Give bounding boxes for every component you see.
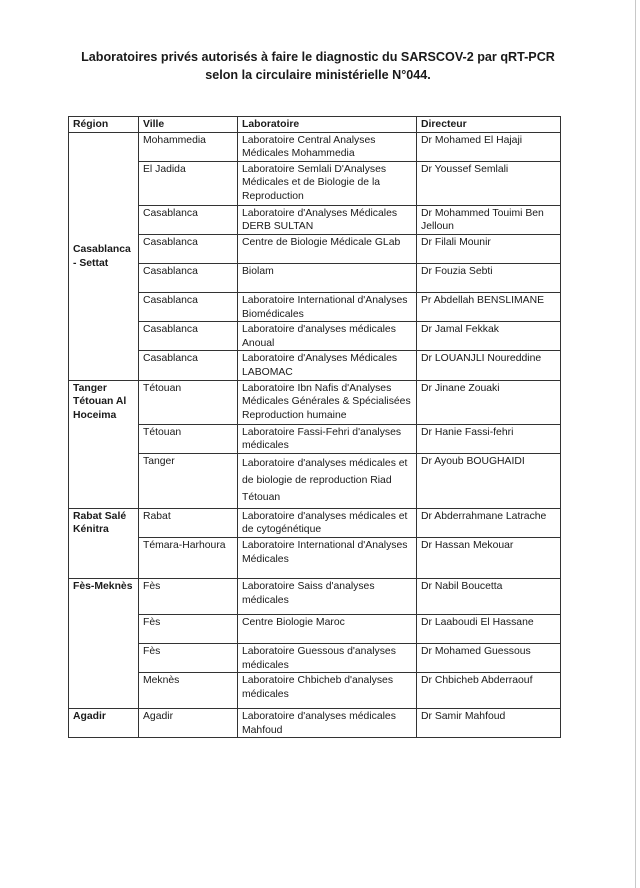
table-row xyxy=(69,673,561,709)
laboratoire-cell: Laboratoire Ibn Nafis d'Analyses Médicales Générales & Spécialisées Reproduction humaine xyxy=(238,380,417,424)
directeur-cell: Dr Abderrahmane Latrache xyxy=(417,508,561,537)
laboratories-table xyxy=(68,116,561,738)
directeur-cell: Dr Filali Mounir xyxy=(417,234,561,263)
ville-cell: Casablanca xyxy=(139,234,238,263)
directeur-cell: Dr Youssef Semlali xyxy=(417,161,561,205)
header-region: Région xyxy=(69,117,139,133)
region-cell: Casablanca - Settat xyxy=(69,132,139,380)
ville-cell: Fès xyxy=(139,643,238,672)
laboratoire-cell: Laboratoire Chbicheb d'analyses médicales xyxy=(238,673,417,709)
table-row xyxy=(69,424,561,453)
table-row xyxy=(69,537,561,578)
ville-cell: Fès xyxy=(139,614,238,643)
table-row xyxy=(69,380,561,424)
laboratoire-cell: Laboratoire Semlali D'Analyses Médicales et de Biologie de la Reproduction xyxy=(238,161,417,205)
directeur-cell: Dr Samir Mahfoud xyxy=(417,709,561,738)
laboratoire-cell: Biolam xyxy=(238,263,417,292)
laboratoire-cell: Laboratoire Saiss d'analyses médicales xyxy=(238,578,417,614)
directeur-cell: Dr Mohamed El Hajaji xyxy=(417,132,561,161)
directeur-cell: Dr LOUANJLI Noureddine xyxy=(417,351,561,380)
document-title xyxy=(40,48,596,84)
directeur-cell: Dr Jamal Fekkak xyxy=(417,322,561,351)
table-row xyxy=(69,205,561,234)
directeur-cell: Dr Chbicheb Abderraouf xyxy=(417,673,561,709)
ville-cell: Tétouan xyxy=(139,380,238,424)
ville-cell: Tanger xyxy=(139,453,238,508)
ville-cell: Casablanca xyxy=(139,205,238,234)
ville-cell: Témara-Harhoura xyxy=(139,537,238,578)
directeur-cell: Dr Mohamed Guessous xyxy=(417,643,561,672)
table-row xyxy=(69,643,561,672)
table-header-row xyxy=(69,117,561,133)
table-row xyxy=(69,508,561,537)
ville-cell: Mohammedia xyxy=(139,132,238,161)
header-directeur: Directeur xyxy=(417,117,561,133)
ville-cell: Casablanca xyxy=(139,292,238,321)
table-row xyxy=(69,578,561,614)
laboratoire-cell: Laboratoire International d'Analyses Médicales xyxy=(238,537,417,578)
laboratoire-cell: Laboratoire d'analyses médicales Anoual xyxy=(238,322,417,351)
table-row xyxy=(69,132,561,161)
directeur-cell: Dr Nabil Boucetta xyxy=(417,578,561,614)
directeur-cell: Pr Abdellah BENSLIMANE xyxy=(417,292,561,321)
directeur-cell: Dr Hassan Mekouar xyxy=(417,537,561,578)
laboratoire-cell: Laboratoire d'Analyses Médicales LABOMAC xyxy=(238,351,417,380)
laboratoire-cell: Laboratoire Fassi-Fehri d'analyses médicales xyxy=(238,424,417,453)
table-row xyxy=(69,709,561,738)
ville-cell: Agadir xyxy=(139,709,238,738)
table-row xyxy=(69,234,561,263)
laboratoire-cell: Laboratoire International d'Analyses Biomédicales xyxy=(238,292,417,321)
laboratoire-cell: Centre de Biologie Médicale GLab xyxy=(238,234,417,263)
header-laboratoire: Laboratoire xyxy=(238,117,417,133)
laboratoire-cell: Laboratoire d'analyses médicales et de cytogénétique xyxy=(238,508,417,537)
laboratoire-cell: Laboratoire d'analyses médicales Mahfoud xyxy=(238,709,417,738)
region-cell: Fès-Meknès xyxy=(69,578,139,708)
table-row xyxy=(69,453,561,508)
table-row xyxy=(69,322,561,351)
directeur-cell: Dr Laaboudi El Hassane xyxy=(417,614,561,643)
region-cell: Tanger Tétouan Al Hoceima xyxy=(69,380,139,508)
laboratoire-cell: Laboratoire Guessous d'analyses médicales xyxy=(238,643,417,672)
table-row xyxy=(69,292,561,321)
ville-cell: Tétouan xyxy=(139,424,238,453)
title-line-1: Laboratoires privés autorisés à faire le diagnostic du SARSCOV-2 par qRT-PCR xyxy=(81,50,555,64)
table-row xyxy=(69,614,561,643)
title-line-2: selon la circulaire ministérielle N°044. xyxy=(205,68,431,82)
laboratoire-cell: Laboratoire d'Analyses Médicales DERB SULTAN xyxy=(238,205,417,234)
directeur-cell: Dr Fouzia Sebti xyxy=(417,263,561,292)
table-row xyxy=(69,161,561,205)
directeur-cell: Dr Hanie Fassi-fehri xyxy=(417,424,561,453)
ville-cell: Rabat xyxy=(139,508,238,537)
ville-cell: Fès xyxy=(139,578,238,614)
laboratoire-cell: Centre Biologie Maroc xyxy=(238,614,417,643)
region-cell: Agadir xyxy=(69,709,139,738)
directeur-cell: Dr Jinane Zouaki xyxy=(417,380,561,424)
table-row xyxy=(69,351,561,380)
ville-cell: Casablanca xyxy=(139,263,238,292)
ville-cell: Casablanca xyxy=(139,322,238,351)
directeur-cell: Dr Mohammed Touimi Ben Jelloun xyxy=(417,205,561,234)
laboratoire-cell: Laboratoire Central Analyses Médicales Mohammedia xyxy=(238,132,417,161)
ville-cell: Casablanca xyxy=(139,351,238,380)
ville-cell: El Jadida xyxy=(139,161,238,205)
directeur-cell: Dr Ayoub BOUGHAIDI xyxy=(417,453,561,508)
header-ville: Ville xyxy=(139,117,238,133)
laboratoire-cell: Laboratoire d'analyses médicales et de biologie de reproduction Riad Tétouan xyxy=(238,453,417,508)
table-row xyxy=(69,263,561,292)
region-cell: Rabat Salé Kénitra xyxy=(69,508,139,578)
ville-cell: Meknès xyxy=(139,673,238,709)
